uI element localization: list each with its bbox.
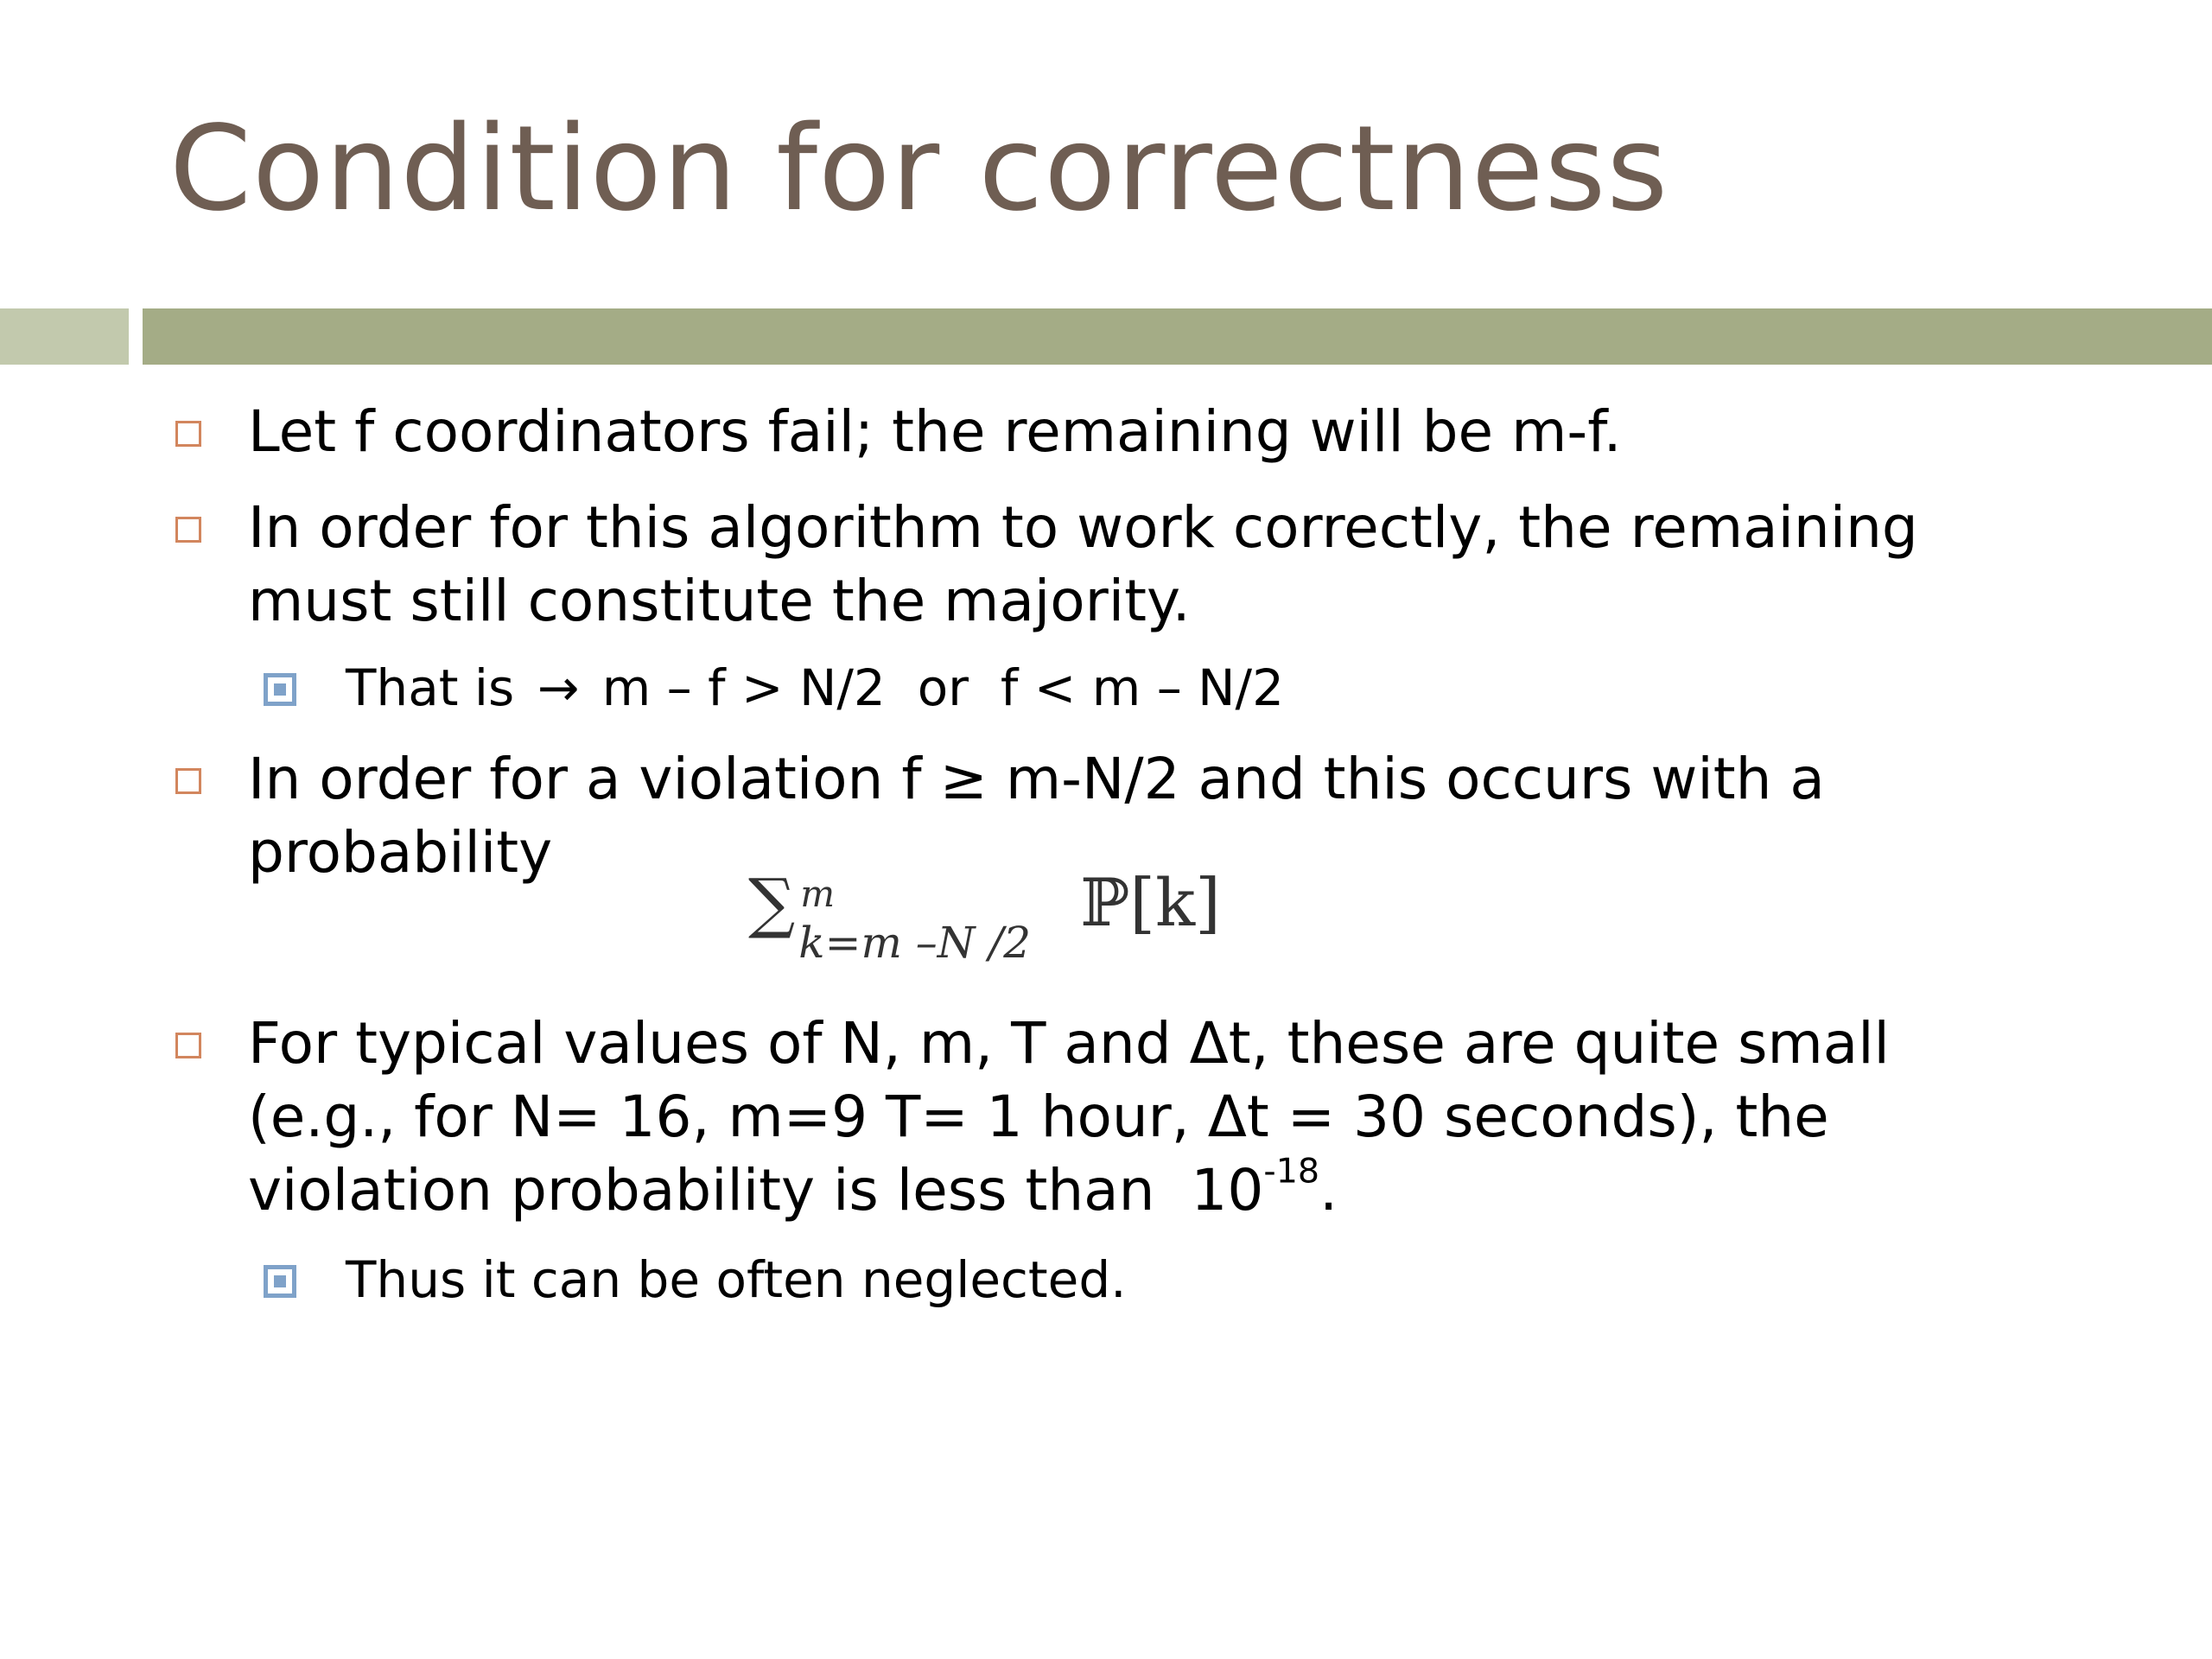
bullet-square-icon — [175, 421, 201, 447]
bullet-square-icon — [175, 768, 201, 794]
sub-bullet-expression: m – f > N/2 or f < m – N/2 — [601, 658, 1284, 717]
sub-bullet-text-1 — [346, 658, 1284, 717]
sum-symbol: ∑ — [748, 864, 796, 941]
bullet-text-4-line2: (e.g., for N= 16, m=9 T= 1 hour, Δt = 30 seconds), the — [248, 1084, 1829, 1150]
title-divider-left — [0, 308, 129, 365]
period: . — [1319, 1157, 1338, 1224]
bullet-square-icon — [175, 517, 201, 543]
bullet-text-4-line3 — [248, 1151, 1338, 1224]
bullet-text-3-line2: probability — [248, 819, 553, 886]
bullet-text-1: Let f coordinators fail; the remaining will be m-f. — [248, 398, 1622, 465]
probability-sum-formula — [748, 864, 1221, 968]
sum-lower-limit: k=m –N /2 — [798, 917, 1032, 968]
bullet-text-4-line1: For typical values of N, m, T and Δt, these are quite small — [248, 1010, 1890, 1077]
bullet-text-2-line2: must still constitute the majority. — [248, 568, 1191, 634]
title-divider-bar — [143, 308, 2212, 365]
sub-bullet-prefix: That is — [346, 658, 515, 717]
exponent: -18 — [1263, 1151, 1320, 1192]
right-arrow-icon: → — [537, 658, 580, 717]
sub-bullet-text-2: Thus it can be often neglected. — [346, 1250, 1127, 1309]
bullet-text-2-line1: In order for this algorithm to work correctly, the remaining — [248, 494, 1918, 561]
probability-term: ℙ[k] — [1080, 864, 1221, 941]
sub-bullet-square-icon — [264, 673, 296, 706]
bullet-text-3-line1: In order for a violation f ≥ m-N/2 and this occurs with a — [248, 746, 1825, 812]
sub-bullet-square-icon — [264, 1265, 296, 1298]
slide-title: Condition for correctness — [169, 101, 1669, 238]
sum-limits — [795, 872, 1080, 968]
bullet-square-icon — [175, 1033, 201, 1058]
violation-text: violation probability is less than 10 — [248, 1157, 1264, 1224]
sum-upper-limit: m — [800, 872, 836, 915]
